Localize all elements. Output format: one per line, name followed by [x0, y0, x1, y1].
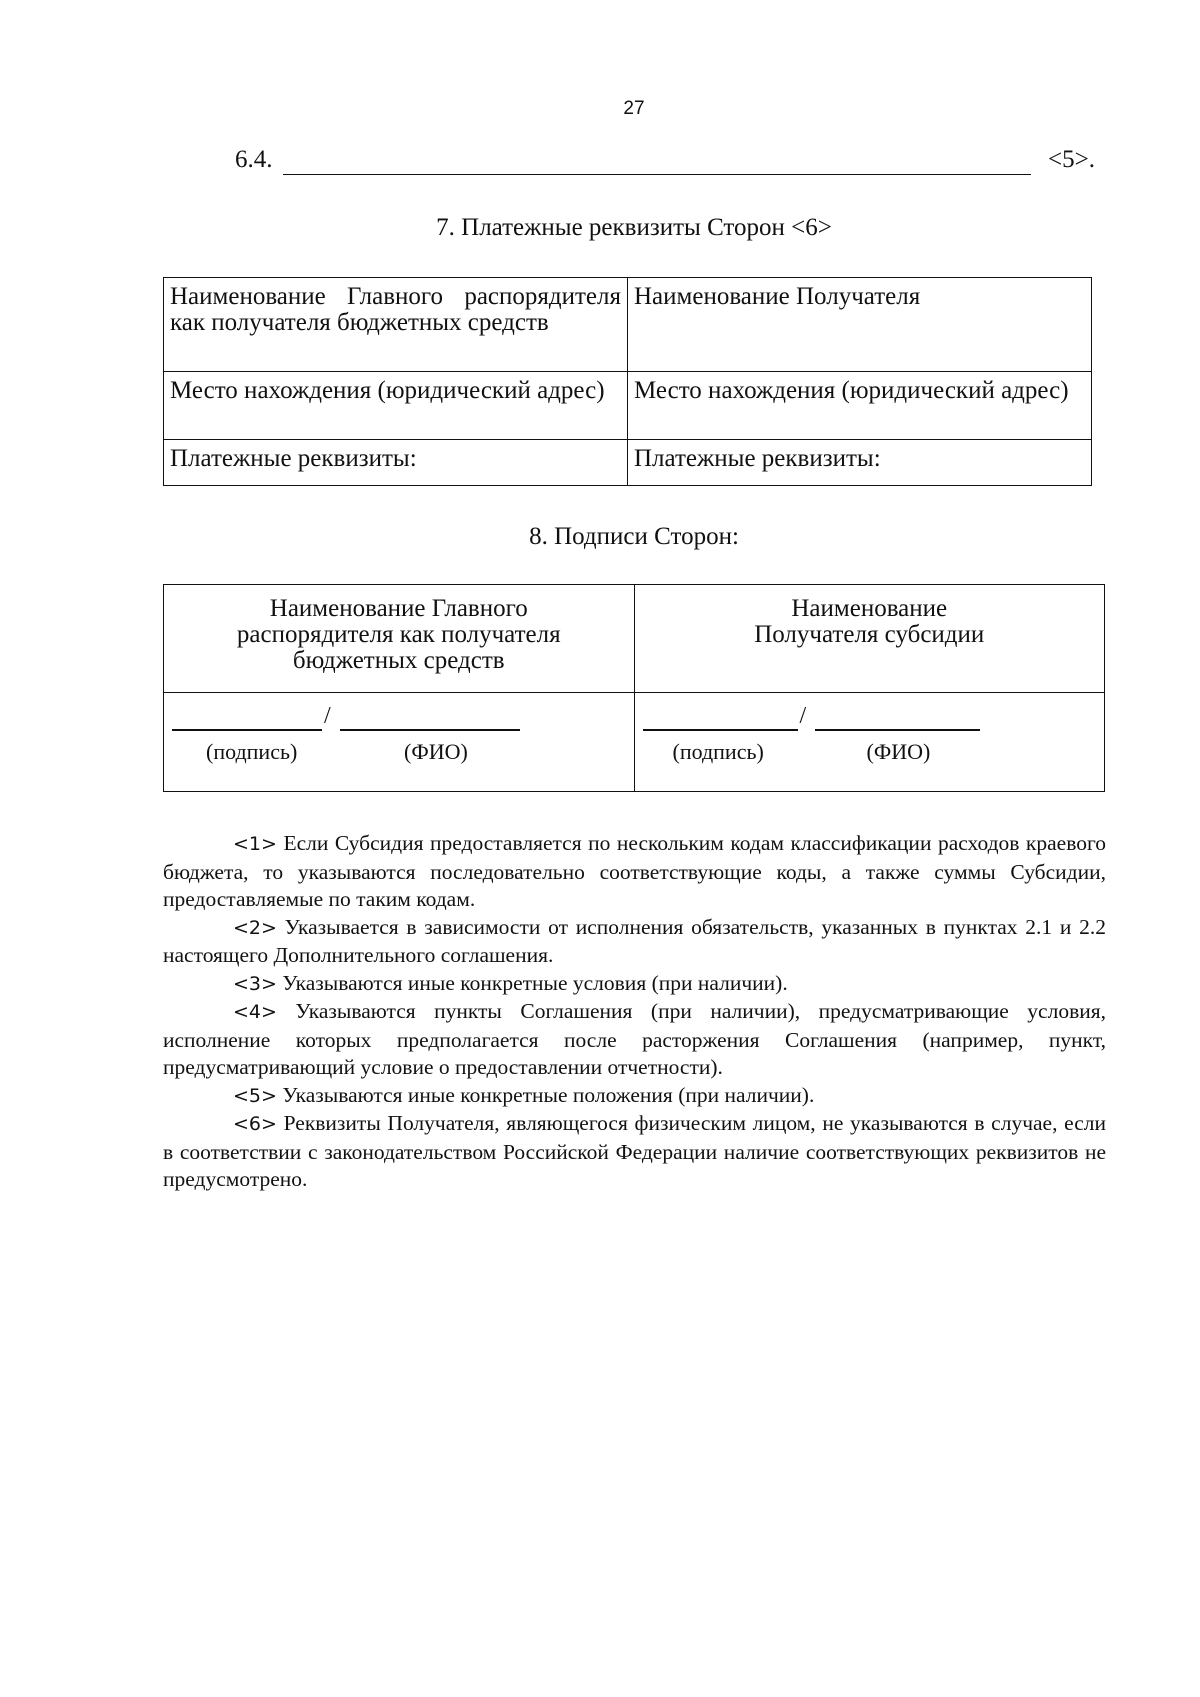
header-line: Наименование: [791, 595, 948, 622]
footnote: [163, 1082, 1106, 1111]
footnote-text: Указываются пункты Соглашения (при наличии), предусматривающие условия, исполнение которых предполагается после расторжения Соглашения (например, пункт, предусматривающий условие о предоставлении отчетности).: [163, 999, 1106, 1079]
blank-fill-line: [283, 174, 1031, 175]
slash: /: [324, 703, 331, 729]
footnote: [163, 970, 1106, 999]
footnotes: [163, 830, 1106, 1194]
signature-line: [643, 729, 798, 731]
signatures-table: [163, 584, 1105, 792]
grantor-signature-block: [164, 693, 635, 792]
footnote-marker: <5>: [233, 1084, 277, 1107]
header-line: распорядителя как получателя: [236, 621, 561, 648]
footnote: [163, 914, 1106, 970]
fio-line: [815, 729, 980, 731]
table-row: [164, 693, 1105, 792]
header-line: бюджетных средств: [292, 647, 505, 674]
payment-details-table: [163, 277, 1092, 486]
clause-number: 6.4.: [235, 146, 273, 173]
signature-caption: (подпись): [672, 739, 764, 764]
table-row: [164, 440, 1092, 486]
clause-6-4: [235, 146, 1095, 180]
table-row: [164, 372, 1092, 440]
table-row: [164, 278, 1092, 372]
footnote-marker: <4>: [233, 1001, 277, 1023]
recipient-payment-details-cell: Платежные реквизиты:: [628, 440, 1092, 486]
header-line: Наименование Главного: [269, 595, 528, 622]
footnote: [163, 1110, 1106, 1194]
fio-caption: (ФИО): [404, 739, 468, 764]
section-7-title: 7. Платежные реквизиты Сторон <6>: [436, 214, 832, 241]
fio-line: [340, 729, 520, 731]
signature-caption: (подпись): [206, 739, 298, 764]
recipient-signature-header: [634, 585, 1105, 693]
recipient-name-cell: Наименование Получателя: [628, 278, 1092, 372]
fio-caption: (ФИО): [866, 739, 931, 764]
recipient-signature-block: [634, 693, 1105, 792]
grantor-name-cell: Наименование Главного распорядителя как получателя бюджетных средств: [164, 278, 628, 372]
footnote-text: Указываются иные конкретные условия (при наличии).: [276, 970, 788, 995]
footnote-text: Если Субсидия предоставляется по нескольким кодам классификации расходов краевого бюджета, то указываются последовательно соответствующие коды, а также суммы Субсидии, предоставляемые по таким кодам.: [163, 831, 1106, 911]
footnote-marker: <2>: [233, 916, 277, 939]
header-line: Получателя субсидии: [754, 621, 985, 648]
page-number: 27: [623, 98, 645, 119]
signature-line: [172, 729, 322, 731]
footnote-marker: <1>: [233, 833, 277, 855]
grantor-signature-header: [164, 585, 635, 693]
footnote-text: Указывается в зависимости от исполнения обязательств, указанных в пунктах 2.1 и 2.2 настоящего Дополнительного соглашения.: [163, 914, 1106, 967]
footnote: [163, 830, 1106, 914]
footnote-reference: <5>.: [1048, 146, 1095, 173]
footnote: [163, 998, 1106, 1082]
footnote-marker: <3>: [233, 972, 277, 995]
table-row: [164, 585, 1105, 693]
footnote-text: Указываются иные конкретные положения (при наличии).: [276, 1082, 815, 1107]
recipient-address-cell: Место нахождения (юридический адрес): [628, 372, 1092, 440]
slash: /: [799, 703, 807, 729]
footnote-marker: <6>: [233, 1113, 277, 1135]
grantor-payment-details-cell: Платежные реквизиты:: [164, 440, 628, 486]
footnote-text: Реквизиты Получателя, являющегося физическим лицом, не указываются в случае, если в соответствии с законодательством Российской Федерации наличие соответствующих реквизитов не предусмотрено.: [163, 1111, 1106, 1191]
section-8-title: 8. Подписи Сторон:: [529, 523, 739, 550]
grantor-address-cell: Место нахождения (юридический адрес): [164, 372, 628, 440]
